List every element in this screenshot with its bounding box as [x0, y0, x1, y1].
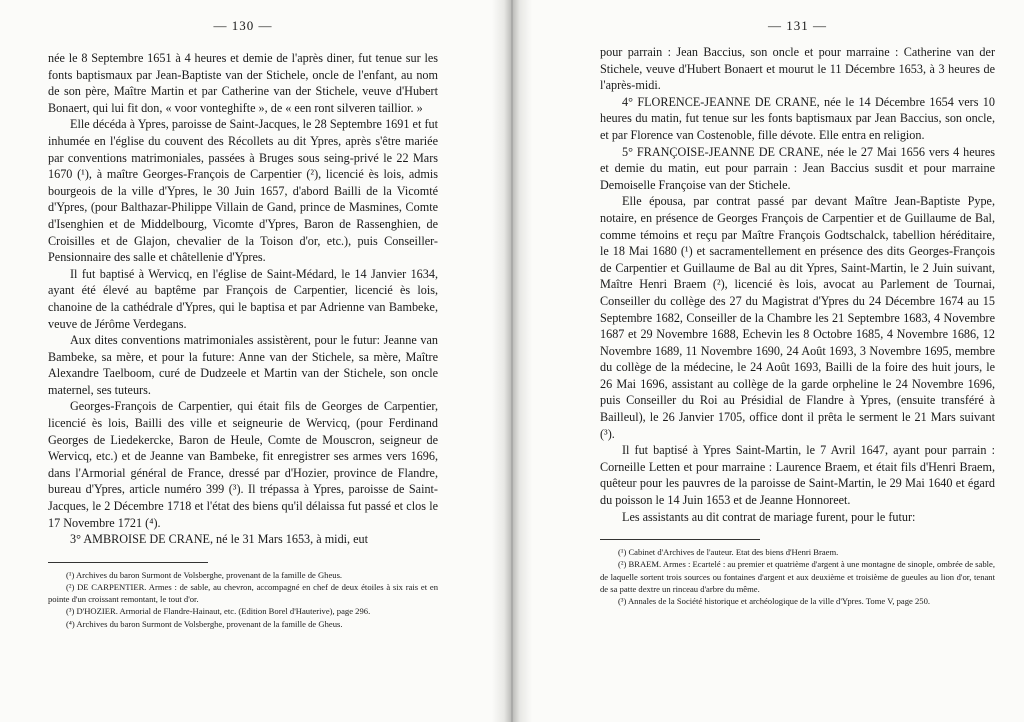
paragraph: née le 8 Septembre 1651 à 4 heures et demie de l'après diner, fut tenue sur les fonts baptismaux par Jean-Baptiste van der Stichele, oncle de l'enfant, au nom de son père, Maître Martin et par Catherine van der Stichele, veuve d'Hubert Bonaert, qui lui fit don, « voor vonteghifte », de « een ront silveren taillior. »: [48, 51, 438, 115]
footnote-divider: [48, 562, 208, 563]
paragraph: 5° FRANÇOISE-JEANNE DE CRANE, née le 27 Mai 1656 vers 4 heures et demie du matin, eut pour parrain : Jean Baccius susdit et pour marraine Demoiselle Françoise van der Stichele.: [600, 144, 995, 192]
footnote: (¹) Archives du baron Surmont de Volsberghe, provenant de la famille de Gheus.: [66, 569, 343, 580]
paragraph: 3° AMBROISE DE CRANE, né le 31 Mars 1653, à midi, eut: [70, 532, 369, 547]
page-number-left: — 130 —: [213, 18, 273, 33]
left-page: [48, 0, 438, 722]
paragraph: Il fut baptisé à Ypres Saint-Martin, le 7 Avril 1647, ayant pour parrain : Corneille Letten et pour marraine : Laurence Braem, et était fils d'Henri Braem, quêteur pour les pauvres de la paroisse de Saint-Martin, le 29 Mai 1640 et égard du poisson le 14 Juin 1653 et de Jeanne Honnoreet.: [600, 443, 995, 508]
right-footnotes: [600, 546, 995, 607]
footnote-divider: [600, 539, 760, 540]
paragraph: Elle décéda à Ypres, paroisse de Saint-Jacques, le 28 Septembre 1691 et fut inhumée en l'église du couvent des Récollets au dit Ypres, après s'être mariée par conventions matrimoniales, passées à Bruges sous seing-privé le 22 Mars 1670 (¹), à maître Georges-François de Carpentier (²), licencié ès lois, admis bourgeois de la ville d'Ypres, le 30 Juin 1657, d'abord Bailli de la Vicomté d'Ypres, (pour Balthazar-Philippe Villain de Gand, prince de Masmines, Comte d'Isenghien et de Middelbourg, Vicomte d'Ypres, Baron de Rassenghien, de Croisilles et de Glajon, chevalier de la Toison d'or, etc.), puis Conseiller-Pensionnaire des salle et châtellenie d'Ypres.: [48, 117, 438, 265]
footnote: (³) D'HOZIER. Armorial de Flandre-Hainaut, etc. (Edition Borel d'Hauterive), page 296.: [66, 606, 371, 617]
left-footnotes: [48, 569, 438, 630]
left-page-body: [48, 50, 438, 548]
paragraph: Les assistants au dit contrat de mariage furent, pour le futur:: [622, 509, 916, 524]
footnote: (²) DE CARPENTIER. Armes : de sable, au chevron, accompagné en chef de deux étoiles à six rais et en pointe d'un croissant remontant, le tout d'or.: [48, 582, 438, 605]
book-gutter: [492, 0, 532, 722]
footnote: (²) BRAEM. Armes : Ecartelé : au premier et quatrième d'argent à une montagne de sinople, ombrée de sable, de laquelle sortent trois sources ou fontaines d'argent et aux deuxième et troisième de gueules au lion d'or, tenant de sa patte dextre un rinceau d'arbre du même.: [600, 559, 995, 594]
right-page: [600, 0, 995, 722]
paragraph: Elle épousa, par contrat passé par devant Maître Jean-Baptiste Pype, notaire, en présence de Georges François de Carpentier et de Guillaume de Bal, comme témoins et reçu par Maître François Godtschalck, tabellion héréditaire, le 18 Mai 1680 (¹) et sacramentellement en présence des dits Georges-François de Carpentier et Guillaume de Bal au dit Ypres, Saint-Martin, le 2 Juin suivant, Maître Henri Braem (²), licencié ès lois, avocat au Parlement de Tournai, Conseiller du collège des 27 du Magistrat d'Ypres du 24 Décembre 1674 au 15 Septembre 1682, Conseiller de la Chambre les 21 Septembre 1683, 4 Novembre 1687 et 29 Novembre 1688, Echevin les 8 Octobre 1685, 4 Novembre 1686, 12 Novembre 1689, 11 Novembre 1690, 24 Août 1693, 3 Novembre 1695, membre du collège de la médecine, le 24 Août 1693, Bailli de la foire des huit jours, le 26 Mai 1696, assistant au collège de la garde orpheline le 24 Novembre 1696, puis Conseiller du Roi au Présidial de Flandre à Ypres, (ensuite transféré à Bailleul), le 26 Janvier 1705, office dont il prêta le serment le 21 Mars suivant (³).: [600, 194, 995, 441]
paragraph: Georges-François de Carpentier, qui était fils de Georges de Carpentier, licencié ès lois, Bailli des ville et seigneurie de Wervicq, (pour Ferdinand Georges de Liedekercke, Baron de Heule, Comte de Mouscron, seigneur de Wervicq, etc.) et de Jeanne van Bambeke, fit enregistrer ses armes vers 1696, dans l'Armorial général de France, dressé par d'Hozier, province de Flandre, bureau d'Ypres, article numéro 399 (³). Il trépassa à Ypres, paroisse de Saint-Jacques, le 2 Décembre 1718 et l'état des biens qu'il délaissa fut passé et clos le 17 Novembre 1721 (⁴).: [48, 399, 438, 530]
footnote: (⁴) Archives du baron Surmont de Volsberghe, provenant de la famille de Gheus.: [66, 618, 343, 629]
footnote: (¹) Cabinet d'Archives de l'auteur. Etat des biens d'Henri Braem.: [618, 547, 839, 558]
paragraph: 4° FLORENCE-JEANNE DE CRANE, née le 14 Décembre 1654 vers 10 heures du matin, fut tenue sur les fonts baptismaux par Jean Baccius, son oncle, et par Florence van Costenoble, fille dévote. Elle entra en religion.: [600, 94, 995, 142]
footnote: (³) Annales de la Société historique et archéologique de la ville d'Ypres. Tome V, page 250.: [618, 596, 931, 607]
paragraph: Il fut baptisé à Wervicq, en l'église de Saint-Médard, le 14 Janvier 1634, ayant été élevé au baptême par François de Carpentier, licencié ès lois, chanoine de la cathédrale d'Ypres, qui le baptisa et par Adrienne van Bambeke, veuve de Jérôme Verdegans.: [48, 266, 438, 331]
paragraph: pour parrain : Jean Baccius, son oncle et pour marraine : Catherine van der Stichele, veuve d'Hubert Bonaert et mourut le 11 Décembre 1653, à 3 heures de l'après-midi.: [600, 45, 995, 93]
page-number-right: — 131 —: [768, 18, 827, 33]
right-page-body: [600, 44, 995, 525]
paragraph: Aux dites conventions matrimoniales assistèrent, pour le futur: Jeanne van Bambeke, sa mère, et pour la future: Anne van der Stichele, sa mère, Maître Alexandre Taelboom, curé de Dudzeele et Martin van der Stichele, son oncle maternel, ses tuteurs.: [48, 333, 438, 397]
